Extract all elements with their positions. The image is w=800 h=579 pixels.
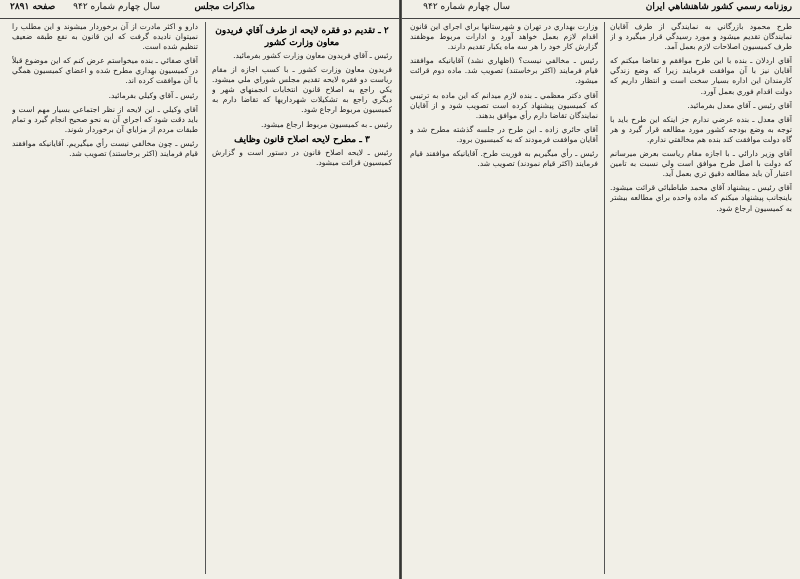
paragraph: ﻭﺯﺍﺭﺕ ﺑﻬﺪﺍﺭﻱ ﺩﺭ ﺗﻬﺮﺍﻥ ﻭ ﺷﻬﺮﺳﺘﺎﻧﻬﺎ ﺑﺮﺍﻱ ﺍﺟﺮﺍﻱ ﺍﻳﻦ ﻗﺎﻧﻮﻥ ﺍﻗﺪﺍﻡ ﻻﺯﻡ ﺑﻌﻤﻞ ﺧﻮﺍﻫﺪ ﺁﻭﺭﺩ ﻭ ﺍﺩﺍﺭﺍﺕ ﻣﺮﺑﻮﻁ ﻣﻮﻇﻔﻨﺪ ﮔﺰﺍﺭﺵ ﻛﺎﺭ ﺧﻮﺩ ﺭﺍ ﻫﺮ ﺳﻪ ﻣﺎﻩ ﻳﻜﺒﺎﺭ ﺗﻘﺪﻳﻢ ﺩﺍﺭﻧﺪ. xyxy=(410,22,598,52)
paragraph: ﺭﺋﻴﺲ ـ ﺁﻗﺎﻱ ﻓﺮﻳﺪﻭﻥ ﻣﻌﺎﻭﻥ ﻭﺯﺍﺭﺕ ﻛﺸﻮﺭ ﺑﻔﺮﻣﺎﺋﻴﺪ. xyxy=(233,51,392,60)
paragraph: ﺭﺋﻴﺲ ـ ﺁﻗﺎﻱ ﻭﻛﻴﻠﻲ ﺑﻔﺮﻣﺎﺋﻴﺪ. xyxy=(108,90,198,100)
right-page-issue: ﺳﺎﻝ ﭼﻬﺎﺭﻡ ﺷﻤﺎﺭﻩ ۹۴۲ xyxy=(423,2,510,12)
paragraph: ﻃﺮﺡ ﻣﺤﻤﻮﺩ ﺑﺎﺯﺭﮔﺎﻧﻲ ﺑﻪ ﻧﻤﺎﻳﻨﺪﮔﻲ ﺍﺯ ﻃﺮﻑ ﺁﻗﺎﻳﺎﻥ ﻧﻤﺎﻳﻨﺪﮔﺎﻥ ﺗﻘﺪﻳﻢ ﻣﻴﺸﻮﺩ ﻭ ﻣﻮﺭﺩ ﺭﺳﻴﺪﮔﻲ ﻗﺮﺍﺭ ﻣﻴﮕﻴﺮﺩ ﻭ ﺍﺯ ﻃﺮﻑ ﻛﻤﻴﺴﻴﻮﻥ ﺍﺻﻼﺣﺎﺕ ﻻﺯﻡ ﺑﻌﻤﻞ ﺁﻣﺪ. xyxy=(610,22,792,52)
column-rule xyxy=(604,22,605,574)
paragraph: ﺭﺋﻴﺲ ـ ﭼﻮﻥ ﻣﺨﺎﻟﻔﻲ ﻧﻴﺴﺖ ﺭﺃﻱ ﻣﻴﮕﻴﺮﻳﻢ. ﺁﻗﺎﻳﺎﻧﻴﻜﻪ ﻣﻮﺍﻓﻘﻨﺪ ﻗﻴﺎﻡ ﻓﺮﻣﺎﻳﻨﺪ (ﺍﻛﺜﺮ ﺑﺮﺧﺎﺳﺘﻨﺪ) ﺗﺼﻮﻳﺐ ﺷﺪ. xyxy=(12,138,198,159)
column-3 xyxy=(212,22,392,574)
paragraph: ﺭﺋﻴﺲ ـ ﺑﻪ ﻛﻤﻴﺴﻴﻮﻥ ﻣﺮﺑﻮﻁ ﺍﺭﺟﺎﻉ ﻣﻴﺸﻮﺩ. xyxy=(261,119,392,129)
column-2 xyxy=(410,22,598,574)
paragraph: ﺁﻗﺎﻱ ﻭﻛﻴﻠﻲ ـ ﺍﻳﻦ ﻻﻳﺤﻪ ﺍﺯ ﻧﻈﺮ ﺍﺟﺘﻤﺎﻋﻲ ﺑﺴﻴﺎﺭ ﻣﻬﻢ ﺍﺳﺖ ﻭ ﺑﺎﻳﺪ ﺩﻗﺖ ﺷﻮﺩ ﻛﻪ ﺍﺟﺮﺍﻱ ﺁﻥ ﺑﻪ ﻧﺤﻮ ﺻﺤﻴﺢ ﺍﻧﺠﺎﻡ ﮔﻴﺮﺩ ﻭ ﺗﻤﺎﻡ ﻃﺒﻘﺎﺕ ﻣﺮﺩﻡ ﺍﺯ ﻣﺰﺍﻳﺎﻱ ﺁﻥ ﺑﺮﺧﻮﺭﺩﺍﺭ ﺷﻮﻧﺪ. xyxy=(12,104,198,134)
paragraph: ﻓﺮﻳﺪﻭﻥ ﻣﻌﺎﻭﻥ ﻭﺯﺍﺭﺕ ﻛﺸﻮﺭ ـ ﺑﺎ ﻛﺴﺐ ﺍﺟﺎﺯﻩ ﺍﺯ ﻣﻘﺎﻡ ﺭﻳﺎﺳﺖ ﺩﻭ ﻓﻘﺮﻩ ﻻﻳﺤﻪ ﺗﻘﺪﻳﻢ ﻣﺠﻠﺲ ﺷﻮﺭﺍﻱ ﻣﻠﻲ ﻣﻴﺸﻮﺩ. ﻳﻜﻲ ﺭﺍﺟﻊ ﺑﻪ ﺍﺻﻼﺡ ﻗﺎﻧﻮﻥ ﺍﻧﺘﺨﺎﺑﺎﺕ ﺍﻧﺠﻤﻨﻬﺎﻱ ﺷﻬﺮ ﻭ ﺩﻳﮕﺮﻱ ﺭﺍﺟﻊ ﺑﻪ ﺗﺸﻜﻴﻼﺕ ﺷﻬﺮﺩﺍﺭﻳﻬﺎ ﻛﻪ ﺗﻘﺎﺿﺎ ﺩﺍﺭﻡ ﺑﻪ ﻛﻤﻴﺴﻴﻮﻥ ﻣﺮﺑﻮﻁ ﺍﺭﺟﺎﻉ ﺷﻮﺩ. xyxy=(212,65,392,115)
paragraph: ﺁﻗﺎﻱ ﺩﻛﺘﺮ ﻣﻌﻈﻤﻲ ـ ﺑﻨﺪﻩ ﻻﺯﻡ ﻣﻴﺪﺍﻧﻢ ﻛﻪ ﺍﻳﻦ ﻣﺎﺩﻩ ﺑﻪ ﺗﺮﺗﻴﺒﻲ ﻛﻪ ﻛﻤﻴﺴﻴﻮﻥ ﭘﻴﺸﻨﻬﺎﺩ ﻛﺮﺩﻩ ﺍﺳﺖ ﺗﺼﻮﻳﺐ ﺷﻮﺩ ﻭ ﺍﺯ ﺁﻗﺎﻳﺎﻥ ﻧﻤﺎﻳﻨﺪﮔﺎﻥ ﺗﻘﺎﺿﺎ ﺩﺍﺭﻡ ﺭﺃﻱ ﻣﻮﺍﻓﻖ ﺑﺪﻫﻨﺪ. xyxy=(410,90,598,120)
paragraph: ﺩﺍﺭﻭ ﻭ ﺍﻛﺜﺮ ﻣﺎﺩﺭﺕ ﺍﺯ ﺁﻥ ﺑﺮﺧﻮﺭﺩﺍﺭ ﻣﻴﺸﻮﻧﺪ ﻭ ﺍﻳﻦ ﻣﻄﻠﺐ ﺭﺍ ﻧﻤﻴﺘﻮﺍﻥ ﻧﺎﺩﻳﺪﻩ ﮔﺮﻓﺖ ﻛﻪ ﺍﻳﻦ ﻗﺎﻧﻮﻥ ﺑﻪ ﻧﻔﻊ ﻃﺒﻘﻪ ﺿﻌﻴﻒ ﺗﻨﻈﻴﻢ ﺷﺪﻩ ﺍﺳﺖ. xyxy=(12,22,198,52)
left-page-issue: ﺳﺎﻝ ﭼﻬﺎﺭﻡ ﺷﻤﺎﺭﻩ ۹۴۲ xyxy=(73,2,160,12)
paragraph: ﺭﺋﻴﺲ ـ ﺭﺃﻱ ﻣﻴﮕﻴﺮﻳﻢ ﺑﻪ ﻓﻮﺭﻳﺖ ﻃﺮﺡ. ﺁﻗﺎﻳﺎﻧﻴﻜﻪ ﻣﻮﺍﻓﻘﻨﺪ ﻗﻴﺎﻡ ﻓﺮﻣﺎﻳﻨﺪ (ﺍﻛﺜﺮ ﻗﻴﺎﻡ ﻧﻤﻮﺩﻧﺪ) ﺗﺼﻮﻳﺐ ﺷﺪ. xyxy=(410,149,598,169)
paragraph: ﺁﻗﺎﻱ ﺣﺎﺋﺮﻱ ﺯﺍﺩﻩ ـ ﺍﻳﻦ ﻃﺮﺡ ﺩﺭ ﺟﻠﺴﻪ ﮔﺬﺷﺘﻪ ﻣﻄﺮﺡ ﺷﺪ ﻭ ﺁﻗﺎﻳﺎﻥ ﻣﻮﺍﻓﻘﺖ ﻓﺮﻣﻮﺩﻧﺪ ﻛﻪ ﺑﻪ ﻛﻤﻴﺴﻴﻮﻥ ﺑﺮﻭﺩ. xyxy=(410,124,598,144)
paragraph: ﺁﻗﺎﻱ ﺻﻔﺎﺋﻲ ـ ﺑﻨﺪﻩ ﻣﻴﺨﻮﺍﺳﺘﻢ ﻋﺮﺽ ﻛﻨﻢ ﻛﻪ ﺍﻳﻦ ﻣﻮﺿﻮﻉ ﻗﺒﻼً ﺩﺭ ﻛﻤﻴﺴﻴﻮﻥ ﺑﻬﺪﺍﺭﻱ ﻣﻄﺮﺡ ﺷﺪﻩ ﻭ ﺍﻋﻀﺎﻱ ﻛﻤﻴﺴﻴﻮﻥ ﻫﻤﮕﻲ ﺑﺎ ﺁﻥ ﻣﻮﺍﻓﻘﺖ ﻛﺮﺩﻩ ﺍﻧﺪ. xyxy=(12,56,198,86)
section-heading: ۳ ـ ﻣﻄﺮﺡ ﻻﻳﺤﻪ ﺍﺻﻼﺡ ﻗﺎﻧﻮﻥ ﻭﻇﺎﻳﻒ xyxy=(234,134,370,145)
column-rule xyxy=(205,22,206,574)
column-4 xyxy=(12,22,198,574)
left-page-title: ﻣﺬﺍﻛﺮﺍﺕ ﻣﺠﻠﺲ xyxy=(194,2,255,12)
paragraph: ﺁﻗﺎﻱ ﺭﺋﻴﺲ ـ ﺁﻗﺎﻱ ﻣﻌﺪﻝ ﺑﻔﺮﻣﺎﺋﻴﺪ. xyxy=(687,100,792,110)
paragraph: ﺭﺋﻴﺲ ـ ﻻﻳﺤﻪ ﺍﺻﻼﺡ ﻗﺎﻧﻮﻥ ﺩﺭ ﺩﺳﺘﻮﺭ ﺍﺳﺖ ﻭ ﮔﺰﺍﺭﺵ ﻛﻤﻴﺴﻴﻮﻥ ﻗﺮﺍﺋﺖ ﻣﻴﺸﻮﺩ. xyxy=(212,147,392,167)
paragraph: ﺁﻗﺎﻱ ﻣﻌﺪﻝ ـ ﺑﻨﺪﻩ ﻋﺮﺿﻲ ﻧﺪﺍﺭﻡ ﺟﺰ ﺍﻳﻨﻜﻪ ﺍﻳﻦ ﻃﺮﺡ ﺑﺎﻳﺪ ﺑﺎ ﺗﻮﺟﻪ ﺑﻪ ﻭﺿﻊ ﺑﻮﺩﺟﻪ ﻛﺸﻮﺭ ﻣﻮﺭﺩ ﻣﻄﺎﻟﻌﻪ ﻗﺮﺍﺭ ﮔﻴﺮﺩ ﻭ ﻫﺮ ﮔﺎﻩ ﺩﻭﻟﺖ ﻣﻮﺍﻓﻘﺖ ﻛﻨﺪ ﺑﻨﺪﻩ ﻫﻢ ﻣﺨﺎﻟﻔﺘﻲ ﻧﺪﺍﺭﻡ. xyxy=(610,114,792,144)
center-fold xyxy=(399,0,402,579)
paragraph: ﺁﻗﺎﻱ ﺍﺭﺩﻻﻥ ـ ﺑﻨﺪﻩ ﺑﺎ ﺍﻳﻦ ﻃﺮﺡ ﻣﻮﺍﻓﻘﻢ ﻭ ﺗﻘﺎﺿﺎ ﻣﻴﻜﻨﻢ ﻛﻪ ﺁﻗﺎﻳﺎﻥ ﻧﻴﺰ ﺑﺎ ﺁﻥ ﻣﻮﺍﻓﻘﺖ ﻓﺮﻣﺎﻳﻨﺪ ﺯﻳﺮﺍ ﻛﻪ ﻭﺿﻊ ﺯﻧﺪﮔﻲ ﻛﺎﺭﻣﻨﺪﺍﻥ ﺍﻳﻦ ﺍﺩﺍﺭﻩ ﺑﺴﻴﺎﺭ ﺳﺨﺖ ﺍﺳﺖ ﻭ ﺍﻧﺘﻈﺎﺭ ﺩﺍﺭﻳﻢ ﻛﻪ ﺩﻭﻟﺖ ﺍﻗﺪﺍﻡ ﻓﻮﺭﻱ ﺑﻌﻤﻞ ﺁﻭﺭﺩ. xyxy=(610,56,792,96)
column-1 xyxy=(610,22,792,574)
paragraph: ﺭﺋﻴﺲ ـ ﻣﺨﺎﻟﻔﻲ ﻧﻴﺴﺖ؟ (ﺍﻇﻬﺎﺭﻱ ﻧﺸﺪ) ﺁﻗﺎﻳﺎﻧﻴﻜﻪ ﻣﻮﺍﻓﻘﻨﺪ ﻗﻴﺎﻡ ﻓﺮﻣﺎﻳﻨﺪ (ﺍﻛﺜﺮ ﺑﺮﺧﺎﺳﺘﻨﺪ) ﺗﺼﻮﻳﺐ ﺷﺪ. ﻣﺎﺩﻩ ﺩﻭﻡ ﻗﺮﺍﺋﺖ ﻣﻴﺸﻮﺩ. xyxy=(410,56,598,86)
right-page-title: ﺭﻭﺯﻧﺎﻣﻪ ﺭﺳﻤﻲ ﻛﺸﻮﺭ ﺷﺎﻫﻨﺸﺎﻫﻲ ﺍﻳﺮﺍﻥ xyxy=(645,2,792,12)
section-heading: ۲ ـ ﺗﻘﺪﻳﻢ ﺩﻭ ﻓﻘﺮﻩ ﻻﻳﺤﻪ ﺍﺯ ﻃﺮﻑ ﺁﻗﺎﻱ ﻓﺮﻳﺪﻭﻥ ﻣﻌﺎﻭﻥ ﻭﺯﺍﺭﺕ ﻛﺸﻮﺭ xyxy=(215,26,389,48)
paragraph: ﺁﻗﺎﻱ ﻭﺯﻳﺮ ﺩﺍﺭﺍﺋﻲ ـ ﺑﺎ ﺍﺟﺎﺯﻩ ﻣﻘﺎﻡ ﺭﻳﺎﺳﺖ ﺑﻌﺮﺽ ﻣﻴﺮﺳﺎﻧﻢ ﻛﻪ ﺩﻭﻟﺖ ﺑﺎ ﺍﺻﻞ ﻃﺮﺡ ﻣﻮﺍﻓﻖ ﺍﺳﺖ ﻭﻟﻲ ﻧﺴﺒﺖ ﺑﻪ ﺗﺎﻣﻴﻦ ﺍﻋﺘﺒﺎﺭ ﺁﻥ ﺑﺎﻳﺪ ﻣﻄﺎﻟﻌﻪ ﺩﻗﻴﻖ ﺗﺮﻱ ﺑﻌﻤﻞ ﺁﻳﺪ. xyxy=(610,149,792,179)
paragraph: ﺁﻗﺎﻱ ﺭﺋﻴﺲ ـ ﭘﻴﺸﻨﻬﺎﺩ ﺁﻗﺎﻱ ﻣﺤﻤﺪ ﻃﺒﺎﻃﺒﺎﺋﻲ ﻗﺮﺍﺋﺖ ﻣﻴﺸﻮﺩ. ﺑﺎﻳﻨﺠﺎﻧﺐ ﭘﻴﺸﻨﻬﺎﺩ ﻣﻴﻜﻨﻢ ﻛﻪ ﻣﺎﺩﻩ ﻭﺍﺣﺪﻩ ﺑﺮﺍﻱ ﻣﻄﺎﻟﻌﻪ ﺑﻴﺸﺘﺮ ﺑﻪ ﻛﻤﻴﺴﻴﻮﻥ ﺍﺭﺟﺎﻉ ﺷﻮﺩ. xyxy=(610,183,792,213)
page-number: ﺻﻔﺤﻪ ۲۸۹۱ xyxy=(10,2,56,12)
